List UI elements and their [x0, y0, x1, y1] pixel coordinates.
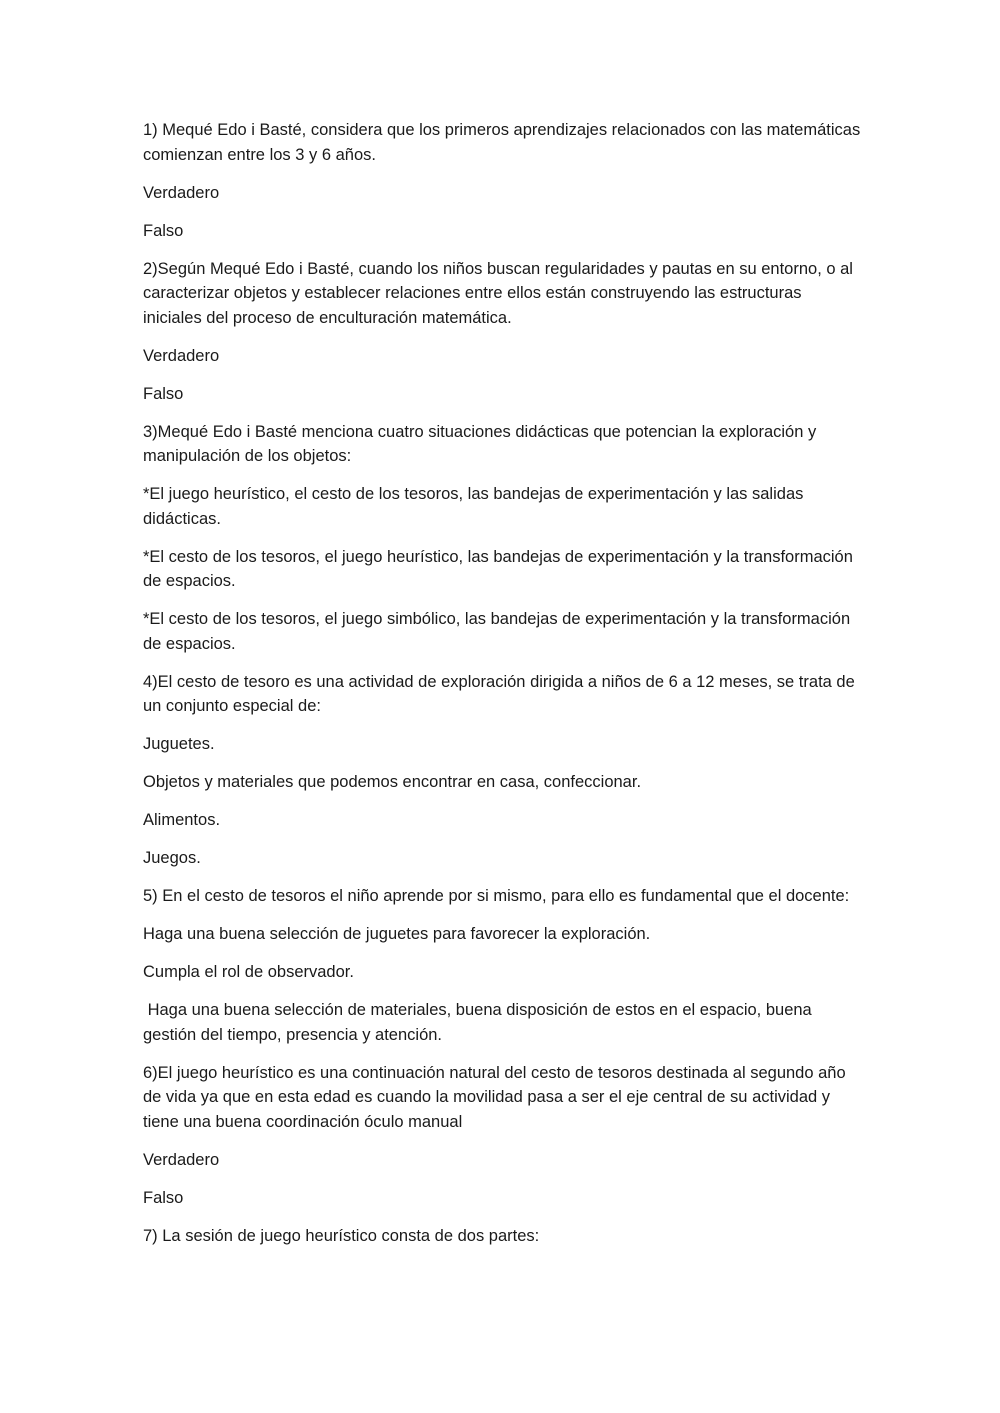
answer-option[interactable]: Falso	[143, 1188, 184, 1207]
question-7	[143, 1224, 863, 1249]
answer-option[interactable]: Cumpla el rol de observador.	[143, 963, 354, 981]
answer-option[interactable]: Haga una buena selección de materiales, buena disposición de estos en el espacio, buena gestión del tiempo, presencia y atención.	[143, 1001, 817, 1044]
answer-option[interactable]: Verdadero	[143, 346, 220, 365]
answer-option[interactable]: Verdadero	[143, 183, 220, 202]
answer-option[interactable]: *El juego heurístico, el cesto de los tesoros, las bandejas de experimentación y las salidas didácticas.	[143, 485, 808, 528]
answer-option[interactable]: *El cesto de los tesoros, el juego simbólico, las bandejas de experimentación y la transformación de espacios.	[143, 610, 855, 653]
question-text: 2)Según Mequé Edo i Basté, cuando los niños buscan regularidades y pautas en su entorno, o al caracterizar objetos y establecer relaciones entre ellos están construyendo las estructuras iniciales del proceso de enculturación matemática.	[143, 259, 858, 327]
answer-option[interactable]: Juguetes.	[143, 735, 215, 753]
question-text: 4)El cesto de tesoro es una actividad de exploración dirigida a niños de 6 a 12 meses, se trata de un conjunto especial de:	[143, 672, 860, 715]
question-2	[143, 257, 863, 407]
question-3	[143, 420, 863, 657]
document-page	[143, 118, 863, 1262]
question-text: 3)Mequé Edo i Basté menciona cuatro situaciones didácticas que potencian la exploración y manipulación de los objetos:	[143, 422, 821, 465]
answer-option[interactable]: Alimentos.	[143, 811, 221, 829]
answer-option[interactable]: *El cesto de los tesoros, el juego heurístico, las bandejas de experimentación y la transformación de espacios.	[143, 547, 858, 590]
answer-option[interactable]: Falso	[143, 384, 184, 403]
question-text: 7) La sesión de juego heurístico consta de dos partes:	[143, 1226, 540, 1245]
question-4	[143, 670, 863, 871]
answer-option[interactable]: Verdadero	[143, 1150, 220, 1169]
question-1	[143, 118, 863, 243]
question-5	[143, 884, 863, 1047]
answer-option[interactable]: Objetos y materiales que podemos encontrar en casa, confeccionar.	[143, 773, 642, 791]
answer-option[interactable]: Falso	[143, 221, 184, 240]
question-6	[143, 1061, 863, 1211]
answer-option[interactable]: Haga una buena selección de juguetes para favorecer la exploración.	[143, 925, 651, 943]
question-text: 1) Mequé Edo i Basté, considera que los primeros aprendizajes relacionados con las matemáticas comienzan entre los 3 y 6 años.	[143, 121, 865, 164]
answer-option[interactable]: Juegos.	[143, 849, 201, 867]
question-text: 6)El juego heurístico es una continuación natural del cesto de tesoros destinada al segundo año de vida ya que en esta edad es cuando la movilidad pasa a ser el eje central de su actividad y tiene una buena coordinación óculo manual	[143, 1063, 851, 1131]
question-text: 5) En el cesto de tesoros el niño aprende por si mismo, para ello es fundamental que el docente:	[143, 887, 850, 905]
